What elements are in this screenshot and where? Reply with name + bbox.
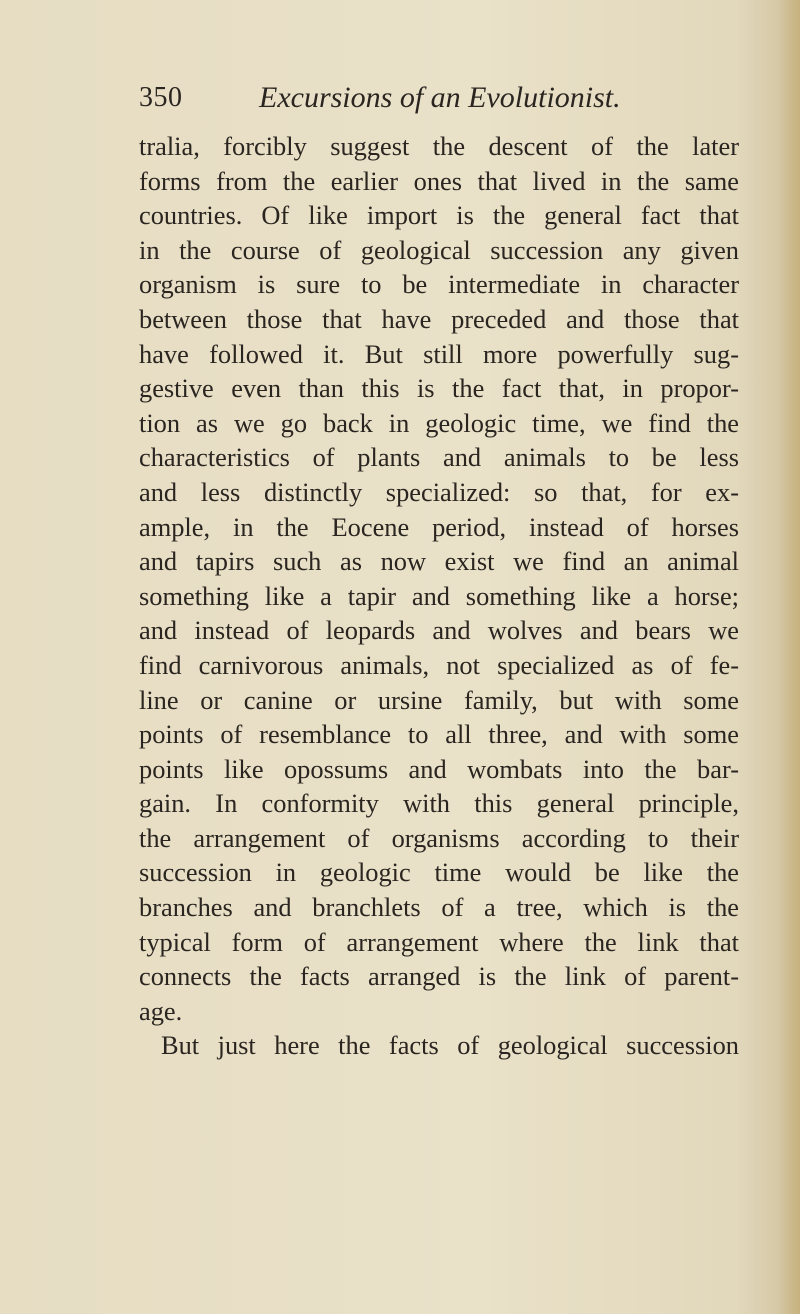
page-header: [139, 78, 739, 118]
text-line: branches and branchlets of a tree, which is the: [139, 892, 739, 923]
text-line: age.: [139, 995, 183, 1026]
text-line: But just here the facts of geological succession: [161, 1030, 739, 1061]
text-line: find carnivorous animals, not specialized as of fe-: [139, 649, 739, 680]
text-line: connects the facts arranged is the link of parent-: [139, 961, 739, 992]
text-line: between those that have preceded and those that: [139, 303, 739, 334]
running-title: Excursions of an Evolutionist.: [259, 81, 621, 114]
text-line: and tapirs such as now exist we find an animal: [139, 546, 739, 577]
text-line: ample, in the Eocene period, instead of horses: [139, 511, 739, 542]
text-line: have followed it. But still more powerfully sug-: [139, 338, 739, 369]
page-edge-shadow: [778, 0, 800, 1314]
body-text: [139, 129, 739, 1063]
text-line: tralia, forcibly suggest the descent of the later: [139, 131, 739, 161]
page-number: 350: [139, 82, 183, 113]
text-line: typical form of arrangement where the link that: [139, 926, 739, 957]
text-line: succession in geologic time would be like the: [139, 857, 739, 888]
text-line: characteristics of plants and animals to be less: [139, 442, 739, 473]
text-line: tion as we go back in geologic time, we find the: [139, 407, 739, 438]
text-line: countries. Of like import is the general fact that: [139, 200, 739, 231]
text-line: and less distinctly specialized: so that, for ex-: [139, 476, 739, 507]
text-line: organism is sure to be intermediate in character: [139, 269, 739, 300]
text-line: points like opossums and wombats into the bar-: [139, 753, 739, 784]
text-line: and instead of leopards and wolves and bears we: [139, 615, 739, 646]
text-line: the arrangement of organisms according to their: [139, 822, 739, 853]
text-line: line or canine or ursine family, but with some: [139, 684, 739, 715]
text-line: in the course of geological succession any given: [139, 234, 739, 265]
text-line: something like a tapir and something like a horse;: [139, 580, 739, 611]
text-line: gain. In conformity with this general principle,: [139, 788, 739, 819]
text-line: gestive even than this is the fact that, in propor-: [139, 373, 739, 404]
text-line: points of resemblance to all three, and with some: [139, 719, 739, 750]
text-line: forms from the earlier ones that lived in the same: [139, 165, 739, 196]
